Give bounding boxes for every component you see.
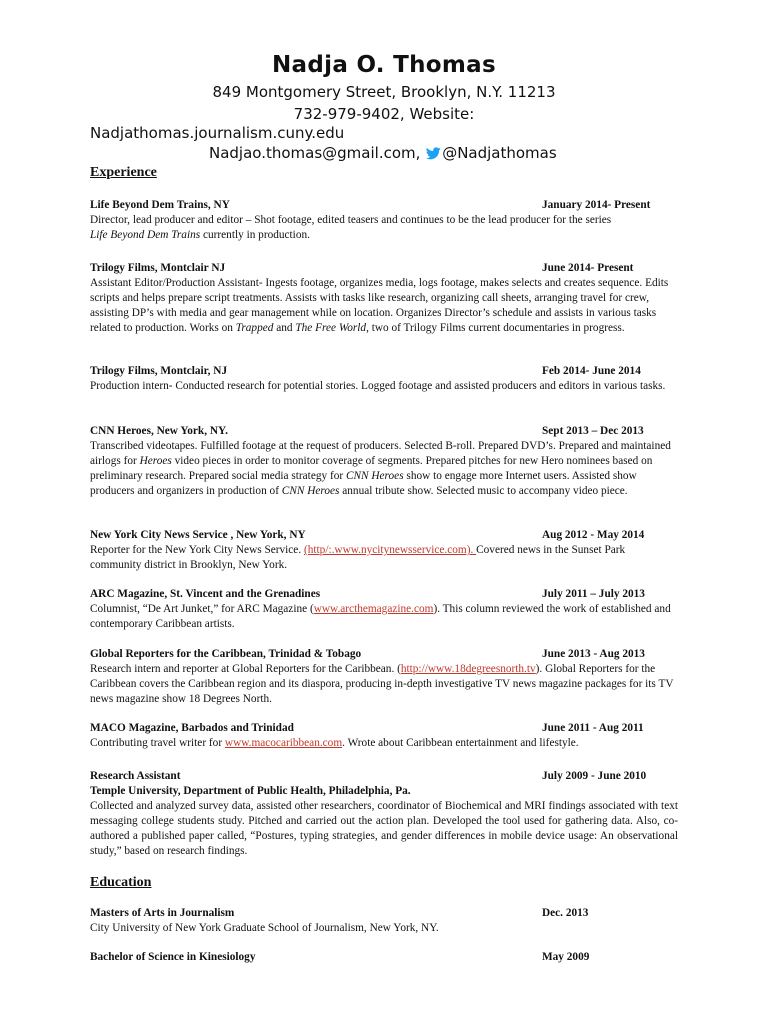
contact-email-twitter (209, 144, 557, 164)
entry-subtitle: Temple University, Department of Public Health, Philadelphia, Pa. (90, 785, 411, 797)
entry-description: City University of New York Graduate School of Journalism, New York, NY. (90, 922, 439, 934)
address-line: 849 Montgomery Street, Brooklyn, N.Y. 11213 (212, 83, 556, 101)
entry-date: May 2009 (542, 951, 590, 963)
entry-date: Sept 2013 – Dec 2013 (542, 425, 644, 437)
twitter-handle-link[interactable]: @Nadjathomas (442, 144, 557, 162)
entry-date: June 2014- Present (542, 262, 634, 274)
entry-title: Trilogy Films, Montclair, NJ (90, 365, 228, 377)
entry-description: Transcribed videotapes. Fulfilled footage at the request of producers. Selected B-roll. Prepared DVD’s. Prepared and maintained airlogs for Heroes video pieces in order to monitor coverage of segments. Prepared pitches for new Hero nominees based on preliminary research. Prepared social media strategy for CNN Heroes show to engage more Internet users. Assisted show producers and organizers in production of CNN Heroes annual tribute show. Selected music to accompany video piece. (90, 440, 671, 497)
experience-entry (90, 769, 678, 859)
entry-title: CNN Heroes, New York, NY. (90, 425, 228, 437)
experience-entry (90, 721, 678, 751)
website-link[interactable]: Nadjathomas.journalism.cuny.edu (90, 124, 345, 142)
experience-entry (90, 198, 678, 243)
experience-entry (90, 587, 678, 632)
entry-date: Dec. 2013 (542, 907, 589, 919)
twitter-bird-icon (426, 146, 441, 164)
entry-description: Reporter for the New York City News Service. (http/:.www.nycitynewsservice.com). Covered news in the Sunset Park community district in Brooklyn, New York. (90, 544, 626, 571)
entry-date: January 2014- Present (542, 199, 651, 211)
entry-title: ARC Magazine, St. Vincent and the Grenadines (90, 588, 321, 600)
entry-title: Research Assistant (90, 770, 181, 782)
entry-title: New York City News Service , New York, NY (90, 529, 306, 541)
website-link[interactable]: www.macocaribbean.com (224, 737, 343, 749)
experience-entry (90, 364, 678, 394)
entry-description: Research intern and reporter at Global Reporters for the Caribbean. (http://www.18degreesnorth.tv). Global Reporters for the Caribbean covers the Caribbean region and its diaspora, producing in-depth investigative TV news magazine packages for its TV news magazine show 18 Degrees North. (90, 663, 674, 705)
entry-date: June 2013 - Aug 2013 (542, 648, 645, 660)
entry-title: MACO Magazine, Barbados and Trinidad (90, 722, 294, 734)
entry-title: Global Reporters for the Caribbean, Trinidad & Tobago (90, 648, 362, 660)
entry-title: Life Beyond Dem Trains, NY (90, 199, 230, 211)
entry-description: Contributing travel writer for www.macocaribbean.com. Wrote about Caribbean entertainment and lifestyle. (90, 737, 579, 749)
experience-entry (90, 261, 678, 336)
entry-description: Production intern- Conducted research for potential stories. Logged footage and assisted producers and editors in various tasks. (90, 380, 666, 392)
entry-title: Masters of Arts in Journalism (90, 907, 235, 919)
entry-description: Columnist, “De Art Junket,” for ARC Magazine (www.arcthemagazine.com). This column reviewed the work of established and contemporary Caribbean artists. (90, 603, 671, 630)
website-link[interactable]: (http/:.www.nycitynewsservice.com). (303, 544, 477, 556)
section-heading-education: Education (90, 875, 152, 890)
phone-line: 732-979-9402, Website: (293, 105, 475, 123)
experience-entry (90, 647, 678, 707)
candidate-name: Nadja O. Thomas (272, 52, 496, 78)
entry-title: Bachelor of Science in Kinesiology (90, 951, 256, 963)
entry-description: Director, lead producer and editor – Shot footage, edited teasers and continues to be the lead producer for the series Life Beyond Dem Trains currently in production. (90, 214, 612, 241)
section-heading-experience: Experience (90, 165, 157, 180)
entry-description: Assistant Editor/Production Assistant- Ingests footage, organizes media, logs footage, makes selects and creates sequence. Edits scripts and helps prepare script treatments. Assists with tasks like research, organizing call sheets, arranging travel for crew, assisting DP’s with media and gear management while on location. Organizes Director’s schedule and assists in various tasks related to production. Works on Trapped and The Free World, two of Trilogy Films current documentaries in progress. (90, 277, 669, 334)
experience-entry (90, 424, 678, 499)
education-entry (90, 950, 678, 965)
entry-date: Aug 2012 - May 2014 (542, 529, 645, 541)
entry-description: Collected and analyzed survey data, assisted other researchers, coordinator of Biochemical and MRI findings associated with text messaging college students study. Pitched and carried out the action plan. Developed the tool used for gathering data. Also, co-authored a published paper called, “Postures, typing strategies, and gender differences in mobile device usage: An observational study,” based on research findings. (90, 800, 678, 857)
entry-date: July 2009 - June 2010 (542, 770, 647, 782)
website-link[interactable]: http://www.18degreesnorth.tv (400, 663, 536, 675)
education-entry (90, 906, 678, 936)
experience-entry (90, 528, 678, 573)
entry-title: Trilogy Films, Montclair NJ (90, 262, 226, 274)
entry-date: June 2011 - Aug 2011 (542, 722, 644, 734)
email-link[interactable]: Nadjao.thomas@gmail.com, (209, 144, 421, 162)
entry-date: Feb 2014- June 2014 (542, 365, 641, 377)
entry-date: July 2011 – July 2013 (542, 588, 645, 600)
website-link[interactable]: www.arcthemagazine.com (313, 603, 434, 615)
